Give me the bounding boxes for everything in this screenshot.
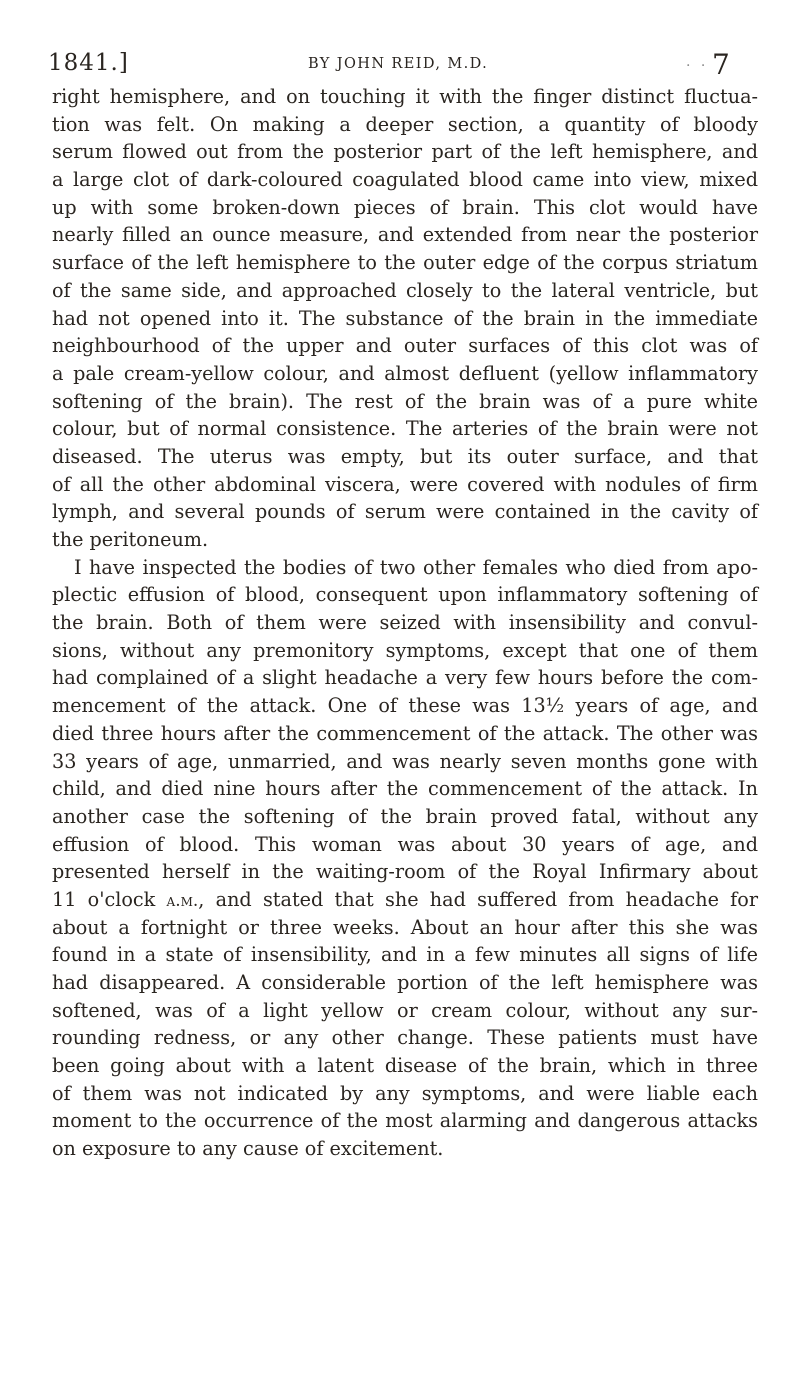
text-fragment: 11 o'clock <box>52 887 167 911</box>
text-line: child, and died nine hours after the commencement of the attack. In <box>52 777 758 801</box>
text-line: been going about with a latent disease of the brain, which in three <box>52 1054 758 1078</box>
text-line: a pale cream-yellow colour, and almost defluent (yellow inflammatory <box>52 361 758 385</box>
text-fragment: , and stated that she had suffered from headache for <box>198 887 759 911</box>
text-line: sions, without any premonitory symptoms, except that one of them <box>52 638 758 662</box>
text-line: diseased. The uterus was empty, but its outer surface, and that <box>52 444 758 468</box>
header-title: BY JOHN REID, M.D. <box>308 56 489 72</box>
text-line: died three hours after the commencement of the attack. The other was <box>52 721 758 745</box>
text-line: plectic effusion of blood, consequent upon inflammatory softening of <box>52 583 758 607</box>
text-line: had complained of a slight headache a very few hours before the com- <box>52 666 758 690</box>
header-year: 1841.] <box>48 50 129 76</box>
text-line: I have inspected the bodies of two other females who died from apo- <box>74 555 758 579</box>
page-number: 7 <box>712 48 730 81</box>
text-line: mencement of the attack. One of these was 13½ years of age, and <box>52 694 758 718</box>
text-line: on exposure to any cause of excitement. <box>52 1137 444 1161</box>
body-text <box>52 83 758 1163</box>
text-line: presented herself in the waiting-room of the Royal Infirmary about <box>52 860 758 884</box>
text-line: the brain. Both of them were seized with insensibility and convul- <box>52 611 758 635</box>
text-line: neighbourhood of the upper and outer surfaces of this clot was of <box>52 334 758 358</box>
text-line: had not opened into it. The substance of the brain in the immediate <box>52 306 758 330</box>
text-line: had disappeared. A considerable portion of the left hemisphere was <box>52 971 758 994</box>
text-line: colour, but of normal consistence. The arteries of the brain were not <box>52 417 758 441</box>
text-line: serum flowed out from the posterior part of the left hemisphere, and <box>52 140 758 164</box>
text-line: softened, was of a light yellow or cream colour, without any sur- <box>52 998 758 1022</box>
text-line: found in a state of insensibility, and in a few minutes all signs of life <box>52 943 758 967</box>
text-line: the peritoneum. <box>52 528 209 551</box>
text-line: surface of the left hemisphere to the outer edge of the corpus striatum <box>52 251 758 275</box>
text-line: about a fortnight or three weeks. About an hour after this she was <box>52 915 758 939</box>
text-line: right hemisphere, and on touching it with the finger distinct fluctua- <box>52 85 758 108</box>
text-line: of all the other abdominal viscera, were covered with nodules of firm <box>52 472 758 496</box>
header-dots: · · <box>686 58 709 74</box>
text-line: 33 years of age, unmarried, and was nearly seven months gone with <box>52 749 758 773</box>
text-line: lymph, and several pounds of serum were contained in the cavity of <box>52 500 758 524</box>
text-line: rounding redness, or any other change. These patients must have <box>52 1026 758 1050</box>
text-line: of them was not indicated by any symptoms, and were liable each <box>52 1081 758 1105</box>
text-line: effusion of blood. This woman was about 30 years of age, and <box>52 832 758 856</box>
text-line: up with some broken-down pieces of brain. This clot would have <box>52 195 758 219</box>
text-line: softening of the brain). The rest of the brain was of a pure white <box>52 389 758 413</box>
text-line: of the same side, and approached closely to the lateral ventricle, but <box>52 278 758 302</box>
text-line-am <box>52 886 758 914</box>
text-line: moment to the occurrence of the most alarming and dangerous attacks <box>52 1109 758 1133</box>
text-line: another case the softening of the brain proved fatal, without any <box>52 804 758 828</box>
text-line: nearly filled an ounce measure, and extended from near the posterior <box>52 223 758 247</box>
text-line: tion was felt. On making a deeper section, a quantity of bloody <box>52 112 758 136</box>
text-line: a large clot of dark-coloured coagulated blood came into view, mixed <box>52 168 758 192</box>
time-abbreviation: a.m. <box>166 890 199 911</box>
